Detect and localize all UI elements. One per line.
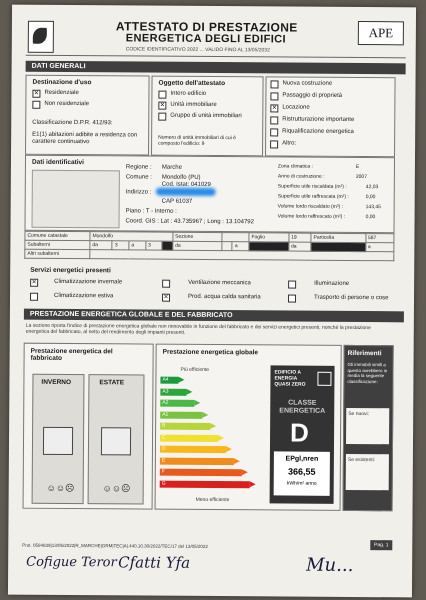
signature-3: Mu... [306, 554, 354, 576]
globale-title: Prestazione energetica globale [162, 348, 259, 357]
dati-generali-bar: DATI GENERALI [26, 61, 406, 75]
fabbricato-box [23, 343, 154, 510]
trasporto-checkbox [288, 295, 296, 303]
inverno-panel [32, 374, 85, 504]
region-logo [28, 21, 54, 53]
building-photo-placeholder [32, 170, 120, 229]
smiley-icons-summer: ☺☺☹ [102, 483, 131, 494]
clima-est-label: Climatizzazione estiva [54, 292, 114, 300]
foglio-value: 19 [289, 233, 312, 242]
comune-catastale-label: Comune catastale [25, 231, 90, 240]
sup-raff-value: 0,00 [365, 194, 376, 201]
riferimenti-title: Riferimenti [347, 349, 382, 358]
nuova-costruzione-checkbox [270, 80, 278, 88]
title-line2: ENERGETICA DEGLI EDIFICI [125, 32, 287, 46]
sub-a-3: a [365, 243, 394, 252]
particella-label: Particella [311, 233, 365, 242]
vol-raff-label: Volume lordo raffrescato (m³) : [277, 213, 346, 220]
acs-label: Prod. acqua calda sanitaria [188, 293, 261, 301]
comune-catastale-value: Mondolfo [90, 232, 173, 242]
meno-efficiente: Meno efficiente [195, 496, 230, 504]
indirizzo-label: Indirizzo : [125, 189, 152, 196]
energy-class-a4: A4 [160, 377, 178, 384]
clima-inv-label: Climatizzazione invernale [54, 278, 123, 286]
se-nuovi-label: Se nuovi: [348, 410, 370, 418]
nzeb-checkbox [317, 372, 331, 386]
title-line1: ATTESTATO DI PRESTAZIONE [115, 19, 298, 35]
classe-panel [270, 365, 335, 503]
residenziale-label: Residenziale [44, 89, 79, 97]
estate-label: ESTATE [99, 379, 125, 387]
anno-value: 2007 [355, 174, 368, 181]
classe-label: CLASSE ENERGETICA [279, 399, 326, 415]
sup-risc-value: 42,03 [365, 184, 379, 191]
motivazione-box [265, 76, 396, 157]
regione-value: Marche [161, 164, 182, 171]
signature-1: Cofigue Teror [26, 554, 117, 571]
ape-logo: APE [358, 21, 404, 45]
sub-da-2: da [173, 241, 222, 250]
altri-subalterni-label: Altri subalterni [25, 249, 90, 258]
header [26, 17, 406, 59]
sub-da: da [90, 241, 113, 250]
certificate-page [8, 5, 416, 598]
ristrutturazione-label: Ristrutturazione importante [282, 116, 355, 123]
footer-prot: Prot. 0584839|13/05/2022|R_MARCHE|GRM|TEC|A|.440.10.30/2022/TEC/17 del 13/05/2022 [22, 542, 208, 549]
dati-identificativi-title: Dati identificativi [31, 158, 85, 167]
nzeb-label: EDIFICIO A ENERGIA QUASI ZERO [274, 369, 306, 388]
energy-class-b: B [160, 423, 210, 430]
numero-unita: Numero di unità immobiliari di cui è composto l'edificio: 9 [158, 134, 236, 147]
intero-edificio-checkbox [158, 91, 166, 99]
smiley-icons: ☺☺☹ [46, 482, 75, 494]
riferimenti-text: Gli immobili simili a questo avrebbero in media la seguente classificazione: [347, 361, 388, 384]
house-icon-winter [43, 427, 73, 455]
unita-immobiliare-checkbox: ✕ [159, 102, 165, 109]
se-esistenti-label: Se esistenti: [347, 456, 376, 464]
passaggio-checkbox [270, 92, 278, 100]
non-residenziale-checkbox [32, 101, 40, 109]
destinazione-title: Destinazione d'uso [32, 78, 92, 87]
ep-unit: kWh/m² anno [286, 480, 317, 487]
illum-label: Illuminazione [314, 280, 350, 287]
oggetto-box [151, 76, 264, 157]
gruppo-unita-label: Gruppo di unità immobiliari [170, 112, 242, 120]
intero-edificio-label: Intero edificio [170, 90, 207, 97]
vent-checkbox [162, 280, 170, 288]
redacted-address [156, 188, 216, 196]
piu-efficiente: Più efficiente [180, 366, 210, 373]
sub-from: 3 [112, 241, 129, 250]
coord-gis: Coord. GIS : Lat : 43.735967 ; Long : 13.104792 [125, 218, 255, 226]
particella-value: 587 [365, 234, 394, 243]
inverno-label: INVERNO [41, 378, 72, 387]
sub-da-3: da [288, 242, 311, 251]
ristrutturazione-checkbox [270, 116, 278, 124]
clima-est-checkbox [30, 293, 38, 301]
vol-risc-value: 143,45 [365, 204, 381, 211]
cod-istat: Cod. Istat: 041029 [161, 181, 211, 188]
clima-inv-checkbox: ✕ [31, 279, 37, 286]
energy-class-g: G [160, 480, 250, 488]
energy-class-c: C [160, 434, 218, 441]
altro-checkbox [270, 140, 278, 148]
energy-class-a1: A1 [160, 411, 202, 418]
locazione-label: Locazione [282, 104, 310, 111]
passaggio-label: Passaggio di proprietà [282, 92, 343, 99]
zona-value: E [355, 164, 360, 171]
ep-value: 366,55 [288, 466, 316, 477]
subalterni-label: Subalterni [25, 240, 90, 249]
gruppo-unita-checkbox [158, 113, 166, 121]
sup-risc-label: Superficie utile riscaldata (m²) : [277, 183, 347, 190]
dati-identificativi-box [24, 155, 395, 234]
sub-a: a [129, 241, 146, 250]
sup-raff-label: Superficie utile raffrescata (m²) : [277, 193, 349, 200]
comune-label: Comune : [125, 174, 152, 181]
classificazione-label: Classificazione D.P.R. 412/93: [32, 119, 113, 127]
sezione-label: Sezione [173, 232, 222, 241]
locazione-checkbox: ✕ [271, 105, 277, 112]
ep-box [274, 451, 330, 495]
vol-risc-label: Volume lordo riscaldato (m³) : [277, 203, 343, 210]
estate-panel [88, 374, 145, 504]
fabbricato-title: Prestazione energetica del fabbricato [30, 347, 113, 362]
zona-label: Zona climatica : [277, 163, 313, 170]
vol-raff-value: 0,00 [365, 214, 376, 221]
vent-label: Ventilazione meccanica [188, 279, 251, 287]
energy-class-a2: A2 [160, 400, 194, 407]
piano: Piano : T - Interno : [125, 208, 177, 215]
house-icon-summer [101, 427, 131, 455]
classe-value: D [289, 417, 309, 448]
certificate-code: CODICE IDENTIFICATIVO 2022 ... VALIDO FINO AL 13/05/2032 [125, 46, 270, 54]
illum-checkbox [288, 281, 296, 289]
foglio-label: Foglio [249, 233, 289, 242]
sub-to: 3 [145, 241, 162, 250]
non-residenziale-label: Non residenziale [44, 100, 90, 108]
cadastral-table [24, 231, 394, 262]
residenziale-checkbox: ✕ [33, 90, 39, 97]
sub-a-2: a [232, 242, 249, 251]
classificazione-text: E1(1) abitazioni adibite a residenza con carattere continuativo [32, 131, 138, 146]
signature-2: Cfatti Yfa [118, 553, 191, 572]
riqualificazione-label: Riqualificazione energetica [282, 128, 354, 135]
regione-label: Regione : [125, 164, 152, 171]
prestazione-bar: PRESTAZIONE ENERGETICA GLOBALE E DEL FABBRICATO [24, 309, 404, 323]
globale-box [155, 344, 342, 511]
unita-immobiliare-label: Unità immobiliare [170, 101, 217, 109]
se-nuovi-box [346, 408, 389, 444]
oggetto-title: Oggetto dell'attestato [158, 79, 226, 88]
energy-class-f: F [160, 469, 242, 477]
nuova-costruzione-label: Nuova costruzione [282, 80, 333, 87]
riqualificazione-checkbox [270, 128, 278, 136]
destinazione-box [25, 75, 150, 156]
ep-label: EPgl,nren [285, 455, 319, 463]
page-number: Pag. 1 [370, 540, 392, 550]
se-esistenti-box [346, 454, 389, 490]
comune-value: Mondolfo (PU) [161, 174, 201, 181]
riferimenti-box [343, 345, 394, 511]
prestazione-intro: La sezione riporta l'indice di prestazione energetica globale non rinnovabile in funzione del fabbricato e dei servizi energetici presenti, nonché la prestazione energetica del fabbricato, al netto del rendimento degli impianti presenti. [25, 322, 371, 336]
energy-class-e: E [160, 457, 234, 465]
trasporto-label: Trasporto di persone o cose [314, 294, 389, 302]
cap: CAP 61037 [161, 198, 193, 205]
energy-class-a3: A3 [160, 388, 186, 395]
acs-checkbox: ✕ [163, 294, 169, 301]
anno-label: Anno di costruzione : [277, 173, 325, 180]
servizi-title: Servizi energetici presenti [30, 266, 111, 275]
energy-class-d: D [160, 446, 226, 453]
altro-label: Altro: [282, 140, 297, 147]
